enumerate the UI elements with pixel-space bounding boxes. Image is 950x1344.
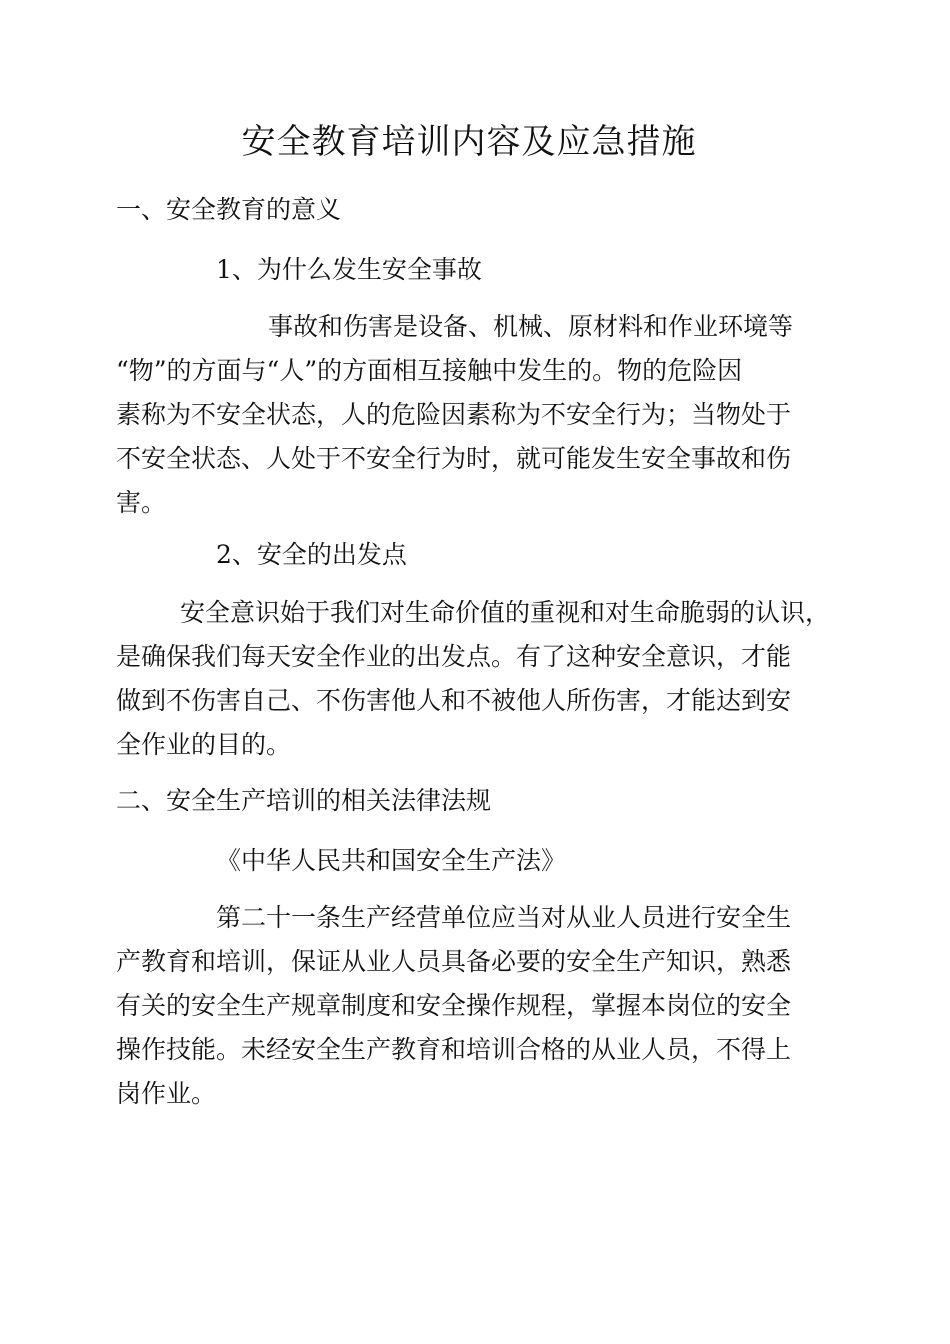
paragraph-line: 岗作业。 bbox=[116, 1079, 217, 1108]
paragraph-line: 不安全状态、人处于不安全行为时，就可能发生安全事故和伤 bbox=[116, 444, 792, 473]
document-title: 安全教育培训内容及应急措施 bbox=[241, 122, 697, 162]
paragraph-article-21 bbox=[116, 896, 836, 1116]
paragraph-line: 事故和伤害是设备、机械、原材料和作业环境等 bbox=[268, 312, 794, 341]
paragraph-line: 产教育和培训，保证从业人员具备必要的安全生产知识，熟悉 bbox=[116, 947, 792, 976]
subsection-heading-2: 2、安全的出发点 bbox=[216, 540, 407, 569]
law-title: 《中华人民共和国安全生产法》 bbox=[216, 846, 567, 875]
paragraph-line: 全作业的目的。 bbox=[116, 730, 292, 759]
paragraph-line: 素称为不安全状态，人的危险因素称为不安全行为；当物处于 bbox=[116, 400, 792, 429]
paragraph-line: 操作技能。未经安全生产教育和培训合格的从业人员，不得上 bbox=[116, 1035, 792, 1064]
paragraph-line: 做到不伤害自己、不伤害他人和不被他人所伤害，才能达到安 bbox=[116, 686, 792, 715]
paragraph-line: 害。 bbox=[116, 488, 167, 517]
paragraph-line: 第二十一条生产经营单位应当对从业人员进行安全生 bbox=[216, 903, 792, 932]
section-heading-2: 二、安全生产培训的相关法律法规 bbox=[116, 786, 492, 815]
paragraph-line: “物”的方面与“人”的方面相互接触中发生的。物的危险因 bbox=[116, 356, 743, 385]
paragraph-accident-causes bbox=[116, 305, 836, 525]
paragraph-line: 是确保我们每天安全作业的出发点。有了这种安全意识，才能 bbox=[116, 642, 792, 671]
paragraph-line: 有关的安全生产规章制度和安全操作规程，掌握本岗位的安全 bbox=[116, 991, 792, 1020]
paragraph-safety-starting-point bbox=[116, 591, 836, 767]
section-heading-1: 一、安全教育的意义 bbox=[116, 195, 342, 224]
subsection-heading-1: 1、为什么发生安全事故 bbox=[216, 255, 482, 284]
paragraph-line: 安全意识始于我们对生命价值的重视和对生命脆弱的认识， bbox=[180, 598, 831, 627]
